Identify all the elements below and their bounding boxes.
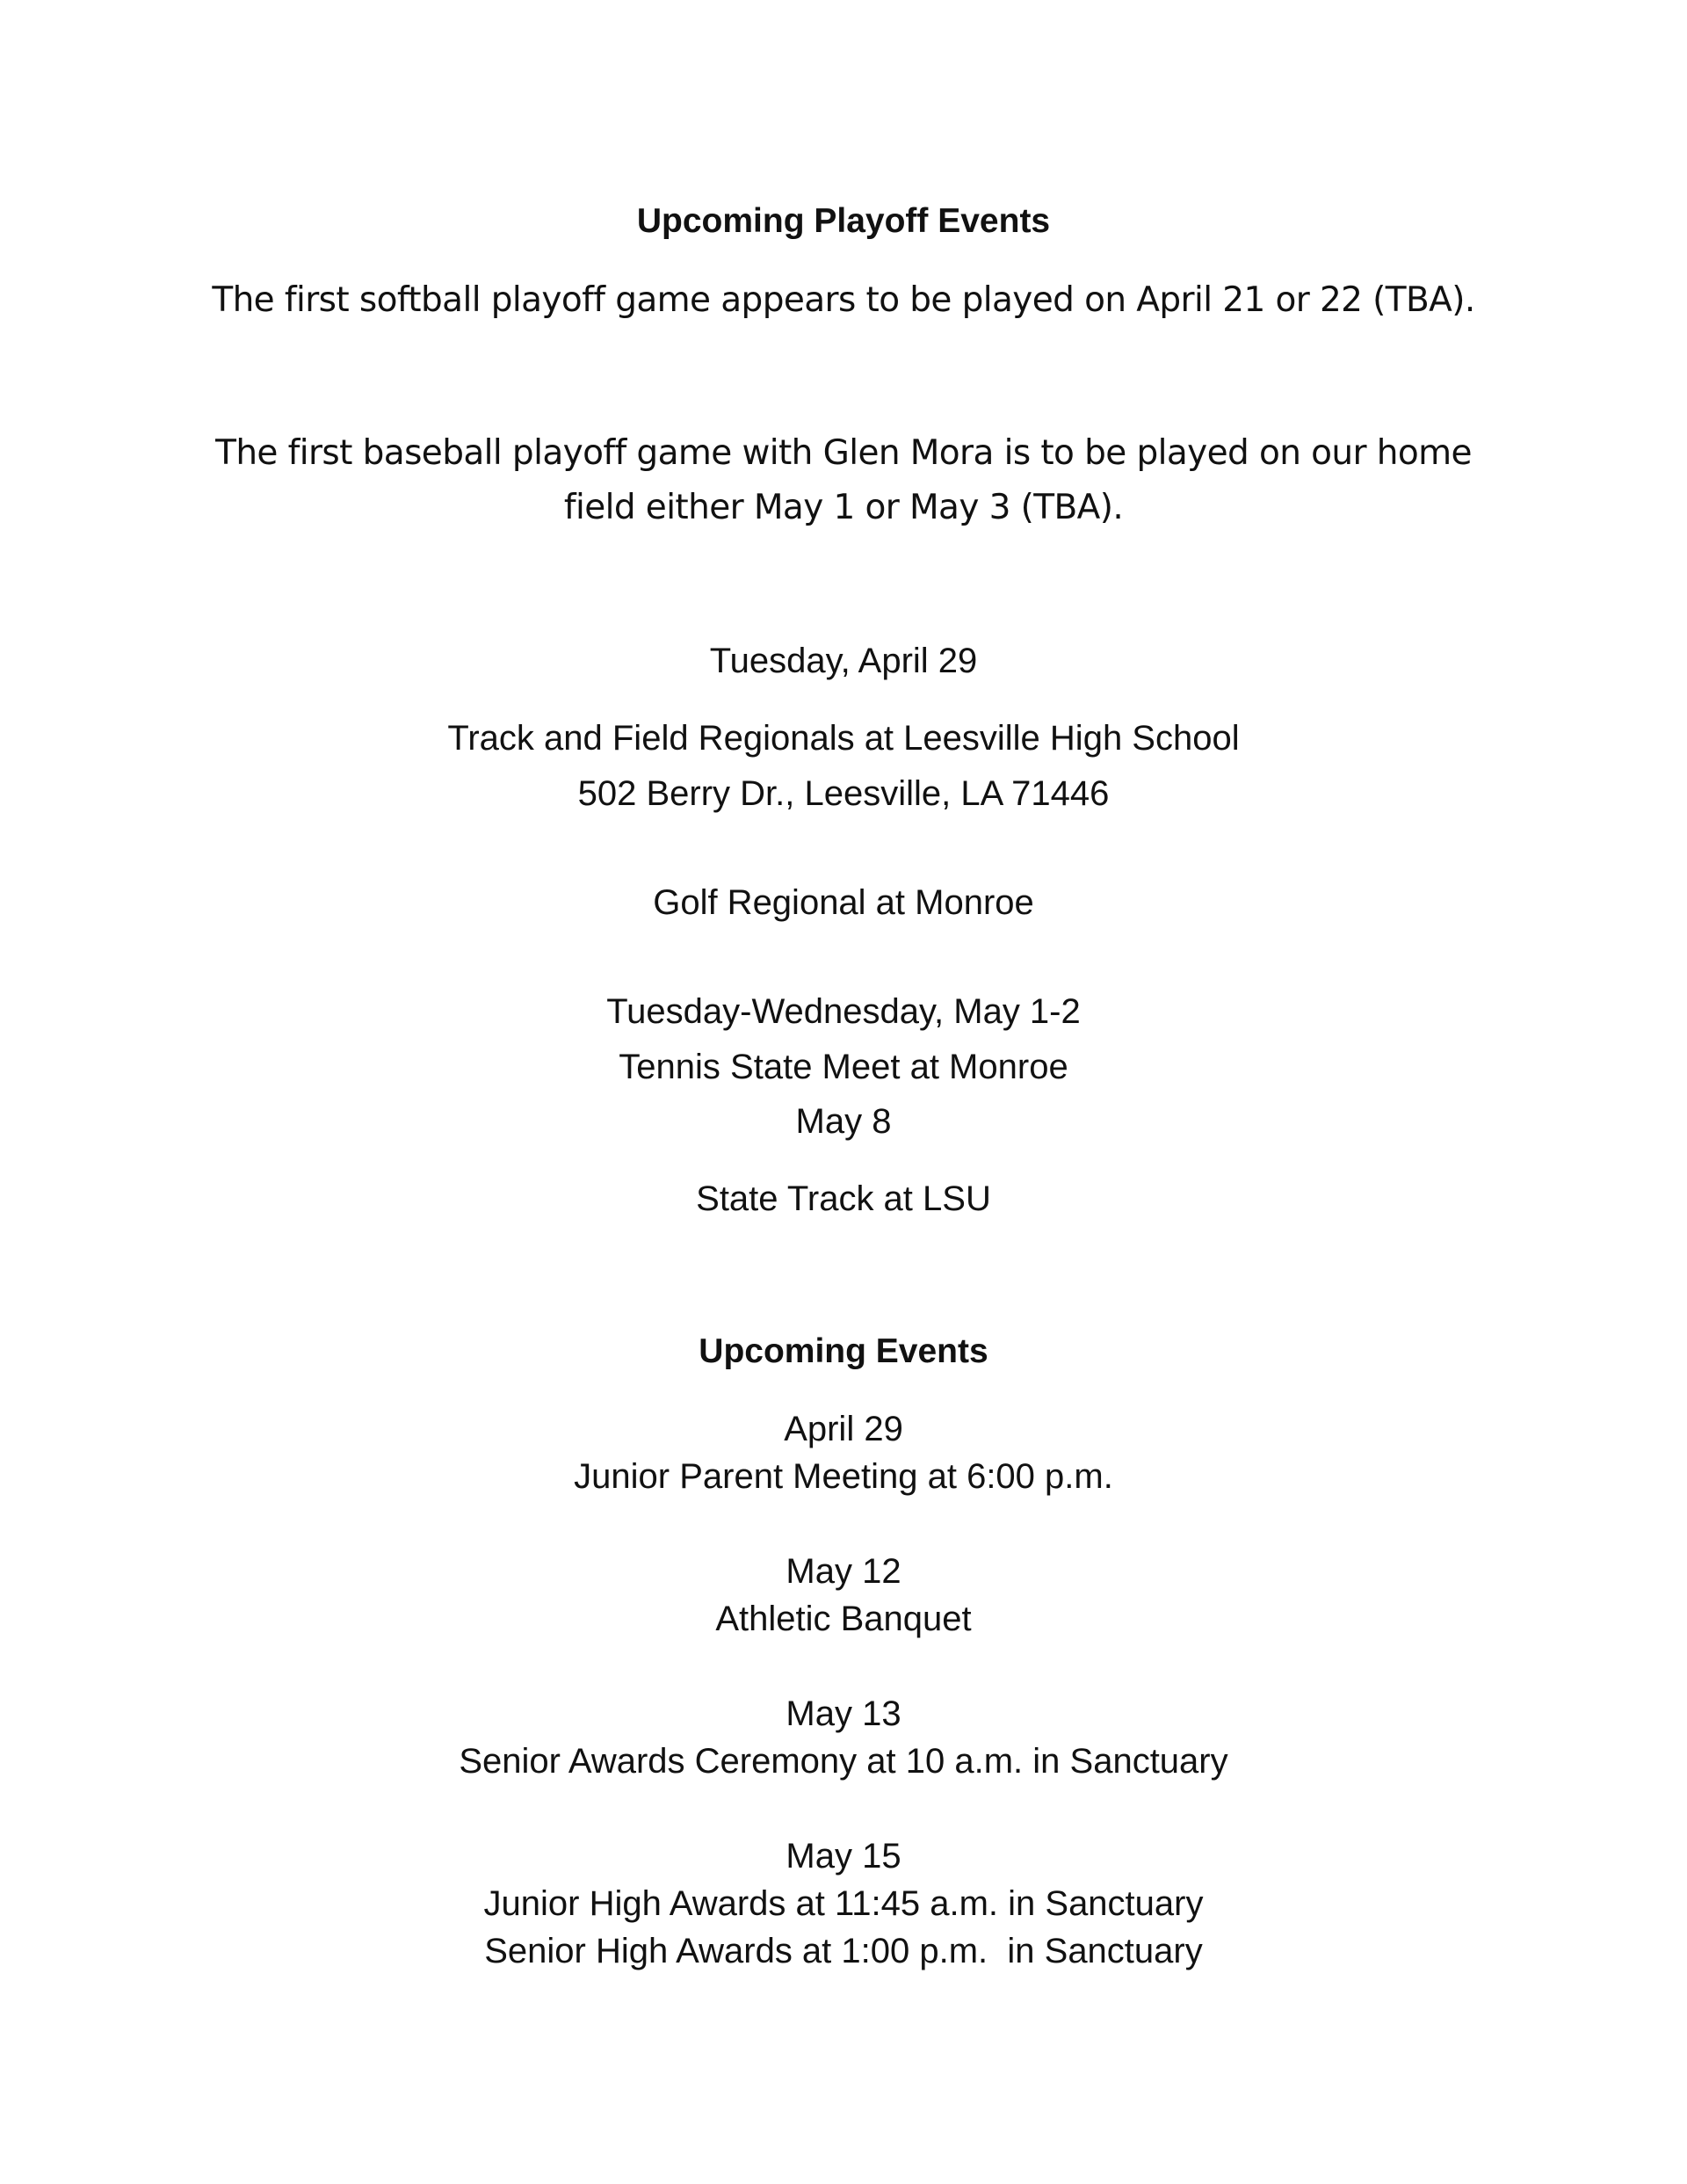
state-track-text: State Track at LSU — [696, 1179, 991, 1218]
date-may-8: May 8 — [795, 1102, 892, 1141]
track-regionals-address: 502 Berry Dr., Leesville, LA 71446 — [577, 774, 1110, 813]
tennis-state-text: Tennis State Meet at Monroe — [619, 1048, 1068, 1086]
event-description: Junior Parent Meeting at 6:00 p.m. — [574, 1457, 1113, 1496]
track-regionals-text: Track and Field Regionals at Leesville High School — [447, 719, 1240, 758]
event-date: April 29 — [784, 1410, 903, 1448]
event-description: Senior Awards Ceremony at 10 a.m. in Sanctuary — [459, 1742, 1228, 1781]
baseball-playoff-text-line1: The first baseball playoff game with Glen Mora is to be played on our home — [215, 433, 1472, 473]
softball-playoff-text: The first softball playoff game appears to be played on April 21 or 22 (TBA). — [212, 280, 1475, 320]
golf-regional-text: Golf Regional at Monroe — [653, 883, 1034, 922]
date-may-1-2: Tuesday-Wednesday, May 1-2 — [606, 992, 1081, 1031]
event-description: Junior High Awards at 11:45 a.m. in Sanctuary — [483, 1884, 1204, 1923]
upcoming-events-heading: Upcoming Events — [699, 1332, 988, 1370]
event-description: Athletic Banquet — [715, 1600, 972, 1638]
playoff-events-heading: Upcoming Playoff Events — [636, 202, 1051, 240]
date-tuesday-april-29: Tuesday, April 29 — [709, 642, 978, 680]
event-date: May 12 — [786, 1552, 901, 1591]
event-date: May 15 — [786, 1837, 901, 1876]
event-date: May 13 — [786, 1694, 901, 1733]
event-description: Senior High Awards at 1:00 p.m. in Sanctuary — [484, 1932, 1203, 1970]
baseball-playoff-text-line2: field either May 1 or May 3 (TBA). — [563, 488, 1124, 527]
